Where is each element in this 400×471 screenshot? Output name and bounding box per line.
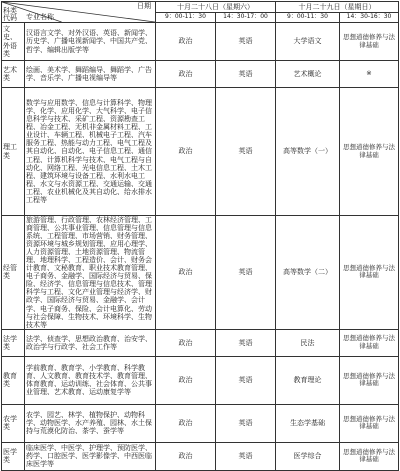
subject-cell: 艺术概论 (276, 61, 340, 88)
table-row (2, 216, 399, 330)
subject-cell: 大学语文 (276, 23, 340, 61)
subject-cell: 政治 (156, 88, 216, 216)
table-row (2, 61, 399, 88)
header-row-dates (2, 2, 399, 13)
majors-cell: 旅游管理、行政管理、农林经济管理、工商管理、公共事业管理、信息管理与信息系统、工程管理、市场营销、财务管理、资源环境与城乡规划管理、应用心理学、人力资源管理、土地资源管理、物流管理、地理科学、工程造价、会计、财务会计教育、文秘教育、职业技术教育管理、电子商务、金融学、国际经济与贸易、保险、经济学、信息管理与信息技术、管理科学与工程、文化产业管理与经济学、财政学、国际经济与贸易、金融学、会计学、电子商务、保险、会计电算化、劳动与社会保障、生物技术、环境科学、生物技术等 (25, 216, 156, 330)
subject-cell: 政治 (156, 61, 216, 88)
majors-cell: 绘画、美术学、舞蹈编导、舞蹈学、广告学、音乐学、广播电视编导等 (25, 61, 156, 88)
category-cell: 法学类 (2, 329, 25, 356)
subject-cell: 高等数学（一） (276, 88, 340, 216)
majors-cell: 学前教育、教育学、小学教育、科学教育、人文教育、教育技术学、教育管理、体育教育、运动训练、社会体育、公共事业管理、艺术教育、运动康复学等 (25, 356, 156, 404)
category-cell: 经管类 (2, 216, 25, 330)
time-slot-4: 14：30-16：30 (340, 12, 399, 22)
time-slot-3: 9：00-11：30 (276, 12, 340, 22)
exam-schedule-table (1, 1, 399, 471)
subject-cell: 思想道德修养与法律基础 (340, 442, 399, 470)
subject-cell: 英语 (216, 442, 276, 470)
category-cell: 文史、外语类 (2, 23, 25, 61)
subject-cell: 思想道德修养与法律基础 (340, 216, 399, 330)
subject-cell: 高等数学（二） (276, 216, 340, 330)
table-row (2, 442, 399, 470)
day2-header: 十月二十九日（星期日） (276, 2, 399, 13)
table-row (2, 23, 399, 61)
subject-cell: 民法 (276, 329, 340, 356)
day1-header: 十月二十八日（星期六） (156, 2, 276, 13)
category-cell: 医学类 (2, 442, 25, 470)
majors-cell: 数学与应用数学、信息与计算科学、物理学、化学、应用化学、大气科学、电子信息科学与技术、采矿工程、资源勘查工程、冶金工程、无机非金属材料工程、工业设计、车辆工程、机械电子工程、汽车服务工程、热能与动力工程、电气工程及其自动化、自动化、电子信息工程、通信工程、计算机科学与技术、电气工程与自动化、网络工程、光电信息工程、土木工程、建筑环境与设备工程、水利水电工程、水文与水资源工程、交通运输、交通工程、农业机械化及其自动化、给水排水工程等 (25, 88, 156, 216)
majors-cell: 汉语言文学、对外汉语、英语、新闻学、历史学、广播电视新闻学、中国共产党、哲学、编辑出版学等 (25, 23, 156, 61)
subject-cell: 生态学基础 (276, 404, 340, 442)
diagonal-lines (2, 2, 155, 22)
subject-cell: 英语 (216, 61, 276, 88)
subject-cell: 思想道德修养与法律基础 (340, 356, 399, 404)
major-header-label: 专业名称 (26, 12, 54, 21)
majors-cell: 临床医学、中医学、护理学、预防医学、药学、口腔医学、医学影像学、中西医临床医学等 (25, 442, 156, 470)
subject-cell: 政治 (156, 23, 216, 61)
category-header-label: 科类 代码 (3, 7, 17, 22)
subject-cell: 思想道德修养与法律基础 (340, 88, 399, 216)
subject-cell: 思想道德修养与法律基础 (340, 329, 399, 356)
majors-cell: 农学、园艺、林学、植物保护、动物科学、动物医学、水产养殖、园林、水土保持与荒漠化防治、茶学、蚕学等 (25, 404, 156, 442)
time-slot-1: 9：00-11：30 (156, 12, 216, 22)
subject-cell: 思想道德修养与法律基础 (340, 23, 399, 61)
category-cell: 教育类 (2, 356, 25, 404)
subject-cell: 政治 (156, 356, 216, 404)
category-cell: 理工类 (2, 88, 25, 216)
subject-cell: 医学综合 (276, 442, 340, 470)
subject-cell: 英语 (216, 23, 276, 61)
header-diagonal-cell (2, 2, 156, 23)
date-header-label: 日期 (137, 2, 151, 10)
table-row (2, 88, 399, 216)
subject-cell: 英语 (216, 329, 276, 356)
table-row (2, 356, 399, 404)
subject-cell: 思想道德修养与法律基础 (340, 404, 399, 442)
subject-cell: 英语 (216, 88, 276, 216)
time-slot-2: 14：30-17：00 (216, 12, 276, 22)
subject-cell: 政治 (156, 404, 216, 442)
subject-cell: ※ (340, 61, 399, 88)
category-cell: 艺术类 (2, 61, 25, 88)
subject-cell: 政治 (156, 216, 216, 330)
subject-cell: 英语 (216, 216, 276, 330)
subject-cell: 政治 (156, 442, 216, 470)
table-row (2, 404, 399, 442)
category-cell: 农学类 (2, 404, 25, 442)
subject-cell: 教育理论 (276, 356, 340, 404)
table-row (2, 329, 399, 356)
subject-cell: 英语 (216, 404, 276, 442)
majors-cell: 法学、侦查学、思想政治教育、治安学、政治学与行政学、社会工作等 (25, 329, 156, 356)
subject-cell: 政治 (156, 329, 216, 356)
subject-cell: 英语 (216, 356, 276, 404)
